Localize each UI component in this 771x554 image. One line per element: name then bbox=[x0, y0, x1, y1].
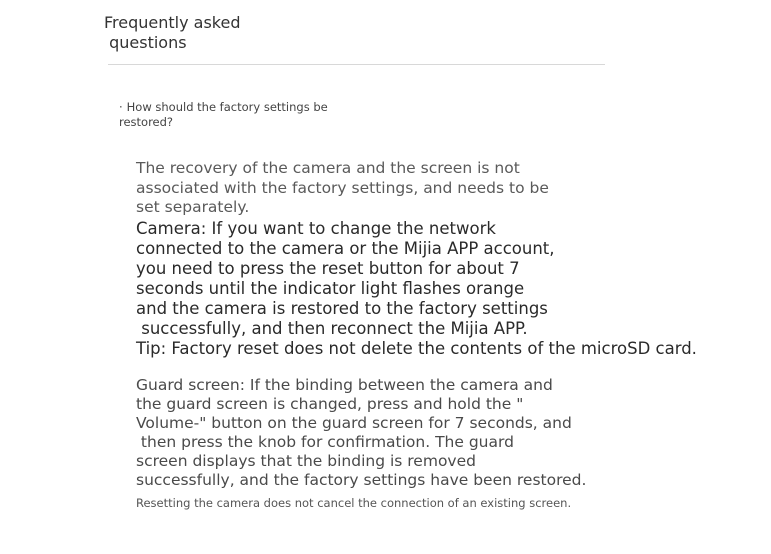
faq-answer bbox=[136, 159, 736, 511]
answer-note: Resetting the camera does not cancel the connection of an existing screen. bbox=[136, 495, 572, 510]
title-divider bbox=[108, 64, 605, 65]
page-title: Frequently asked questions bbox=[104, 13, 241, 52]
answer-guard-screen-instructions: Guard screen: If the binding between the camera and the guard screen is changed, press and hold the " Volume-" button on the guard screen for 7 seconds, and then press the knob for confirmation. The guard screen displays that the binding is removed successfully, and the factory settings have been restored. bbox=[136, 375, 587, 489]
answer-camera-instructions: Camera: If you want to change the network connected to the camera or the Mijia APP account, you need to press the reset button for about 7 seconds until the indicator light flashes orange and the camera is restored to the factory settings successfully, and then reconnect the Mijia APP. bbox=[136, 218, 555, 338]
question-bullet: · bbox=[119, 100, 123, 114]
answer-tip: Tip: Factory reset does not delete the contents of the microSD card. bbox=[136, 338, 697, 358]
answer-intro: The recovery of the camera and the screen is not associated with the factory settings, and needs to be set separately. bbox=[136, 159, 549, 216]
faq-question bbox=[119, 100, 339, 130]
question-text: How should the factory settings be restored? bbox=[119, 100, 328, 129]
